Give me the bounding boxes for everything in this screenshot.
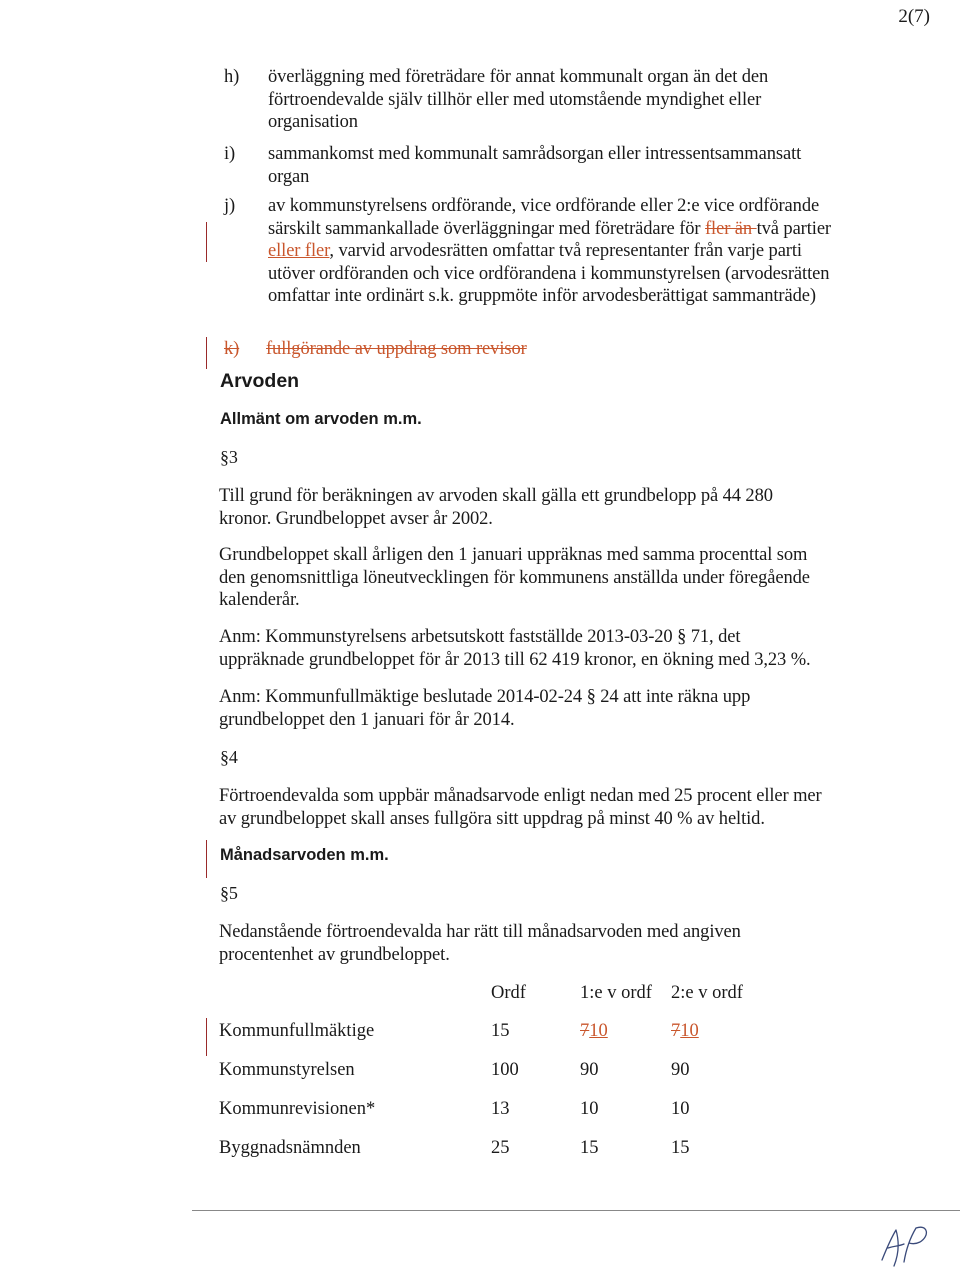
inserted-value: 10 [589, 1021, 608, 1041]
table-row-name: Kommunrevisionen* [219, 1099, 376, 1119]
table-cell-ordf: 13 [491, 1099, 510, 1119]
list-item-j-text-after: , varvid arvodesrätten omfattar två representanter från varje parti utöver ordföranden och vice ordförandena i kommunstyrelsen (arvodesrätten omfattar inte ordinärt s.k. gruppmöte inför arvodesberättigat sammanträde) [268, 241, 830, 306]
list-item-h: överläggning med företrädare för annat kommunalt organ än det den förtroendevalde själv tillhör eller med utomstående myndighet eller organisation [268, 67, 769, 132]
list-item-k: fullgörande av uppdrag som revisor [266, 339, 527, 359]
table-row-name: Kommunstyrelsen [219, 1060, 355, 1080]
table-cell-ordf: 100 [491, 1060, 519, 1080]
list-marker-i: i) [224, 144, 236, 164]
table-cell-v2: 15 [671, 1138, 690, 1158]
table-cell-v2: 10 [671, 1099, 690, 1119]
inserted-text: eller fler [268, 241, 330, 261]
change-bar [206, 1018, 207, 1056]
list-item-j-text-before: av kommunstyrelsens ordförande, vice ordförande eller 2:e vice ordförande särskilt sammankallade överläggningar med företrädare för [268, 196, 820, 239]
table-header-v1: 1:e v ordf [580, 983, 652, 1003]
heading-manadsarvoden: Månadsarvoden m.m. [220, 846, 389, 864]
page-number: 2(7) [898, 6, 930, 27]
paragraph-upprakning: Grundbeloppet skall årligen den 1 januari uppräknas med samma procenttal som den genomsnittliga löneutvecklingen för kommunens anställda under föregående kalenderår. [219, 545, 810, 610]
table-row-name: Byggnadsnämnden [219, 1138, 361, 1158]
table-row-name: Kommunfullmäktige [219, 1021, 375, 1041]
table-cell-v1: 10 [580, 1099, 599, 1119]
paragraph-anm-2014: Anm: Kommunfullmäktige beslutade 2014-02-24 § 24 att inte räkna upp grundbeloppet den 1 januari för år 2014. [219, 687, 751, 730]
table-cell-v1: 15 [580, 1138, 599, 1158]
footer-rule [192, 1210, 960, 1211]
list-item-i: sammankomst med kommunalt samrådsorgan eller intressentsammansatt organ [268, 144, 802, 187]
table-header-v2: 2:e v ordf [671, 983, 743, 1003]
heading-arvoden: Arvoden [220, 370, 300, 392]
list-marker-j: j) [224, 196, 236, 216]
table-header-ordf: Ordf [491, 983, 526, 1003]
handwritten-initials [876, 1222, 936, 1272]
table-cell-ordf: 15 [491, 1021, 510, 1041]
table-cell-v1 [580, 1020, 608, 1042]
table-cell-v2 [671, 1020, 699, 1042]
list-marker-k: k) [224, 339, 240, 359]
table-cell-v2: 90 [671, 1060, 690, 1080]
paragraph-anm-2013: Anm: Kommunstyrelsens arbetsutskott fastställde 2013-03-20 § 71, det uppräknade grundbeloppet för år 2013 till 62 419 kronor, en ökning med 3,23 %. [219, 627, 811, 670]
heading-allmant: Allmänt om arvoden m.m. [220, 410, 422, 428]
deleted-value: 7 [671, 1021, 681, 1041]
table-cell-ordf: 25 [491, 1138, 510, 1158]
section-3: §3 [220, 447, 238, 467]
paragraph-manadsarvoden: Nedanstående förtroendevalda har rätt till månadsarvoden med angiven procentenhet av grundbeloppet. [219, 922, 741, 965]
list-marker-h: h) [224, 67, 240, 87]
section-4: §4 [220, 747, 238, 767]
deleted-value: 7 [580, 1021, 590, 1041]
deleted-text: fler än [705, 218, 757, 239]
list-item-j-text-mid: två partier [756, 218, 831, 239]
section-5: §5 [220, 883, 238, 903]
paragraph-heltid: Förtroendevalda som uppbär månadsarvode enligt nedan med 25 procent eller mer av grundbeloppet skall anses fullgöra sitt uppdrag på minst 40 % av heltid. [219, 786, 822, 829]
inserted-value: 10 [680, 1021, 699, 1041]
table-cell-v1: 90 [580, 1060, 599, 1080]
paragraph-grundbelopp: Till grund för beräkningen av arvoden skall gälla ett grundbelopp på 44 280 kronor. Grundbeloppet avser år 2002. [219, 486, 773, 529]
